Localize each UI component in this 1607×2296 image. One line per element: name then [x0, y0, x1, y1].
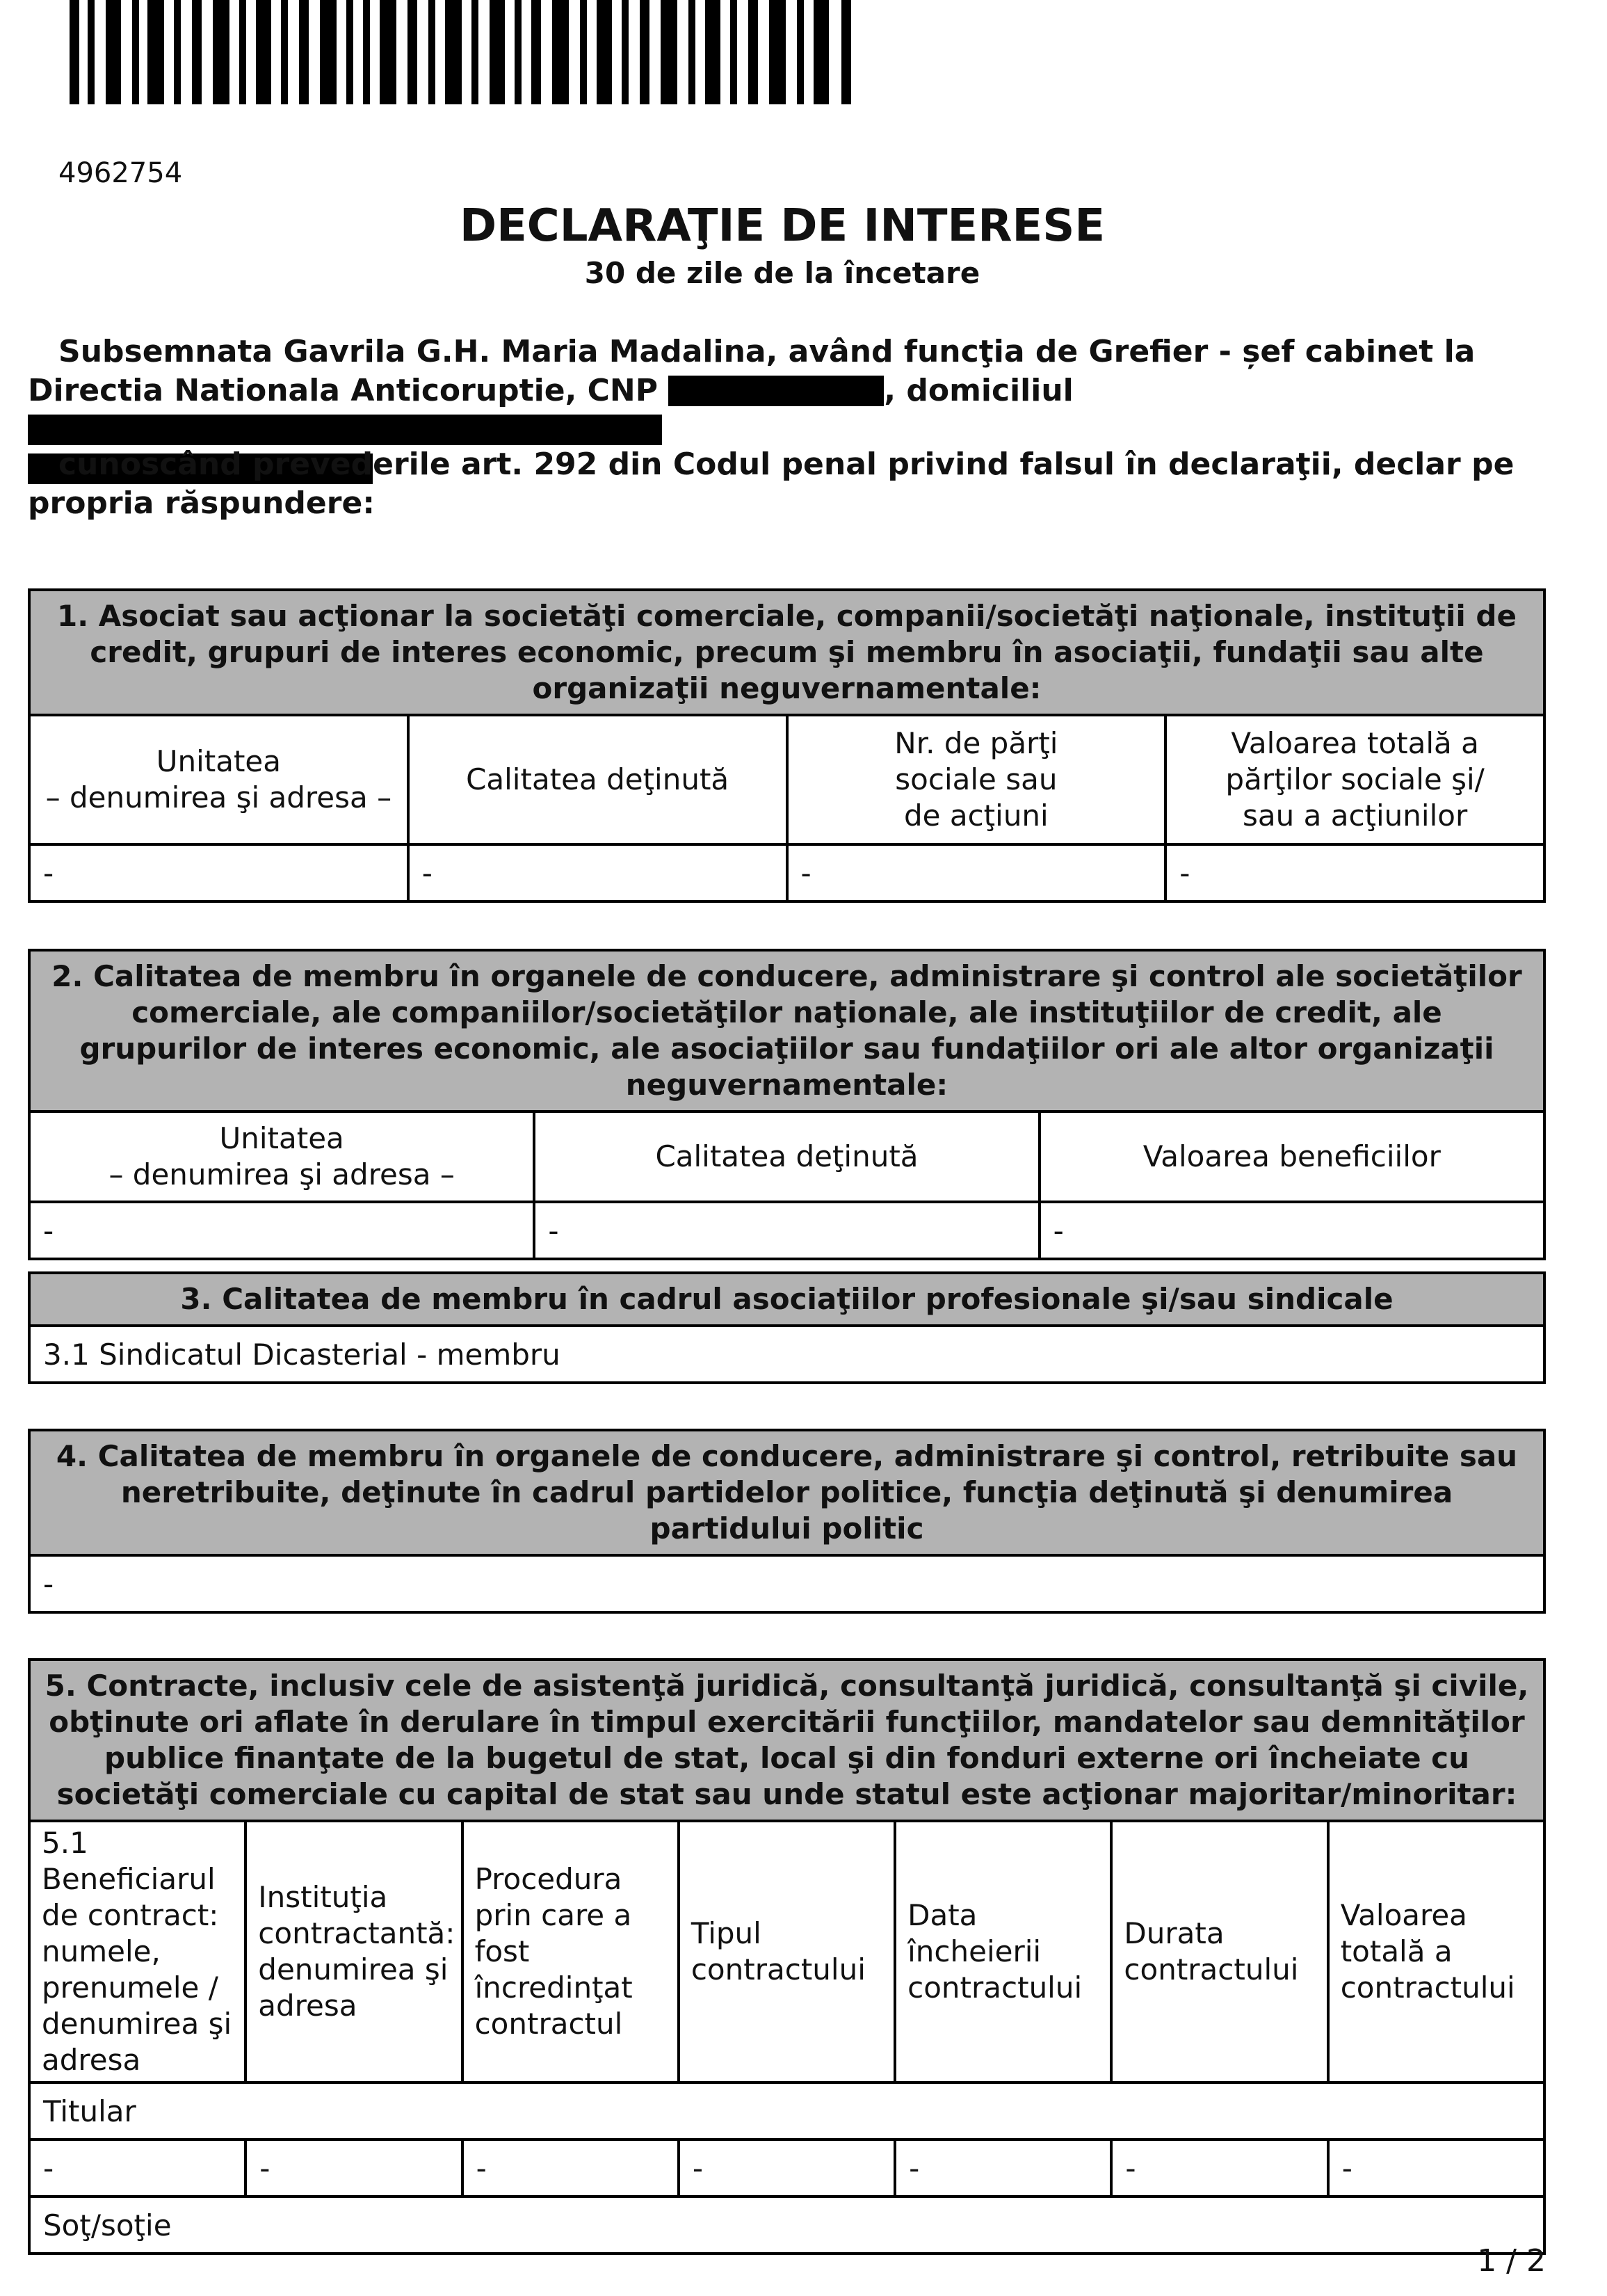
s5-header-tipul: Tipul contractului [679, 1821, 895, 2082]
s5-header-procedura: Procedura prin care a fost încredinţat contractul [462, 1821, 679, 2082]
s5-cell: - [29, 2140, 245, 2197]
s5-header-durata: Durata contractului [1111, 1821, 1327, 2082]
section-3-title: 3. Calitatea de membru în cadrul asociaţiilor profesionale şi/sau sindicale [29, 1273, 1544, 1326]
domiciliu-label: , domiciliul [884, 373, 1074, 408]
s2-header-valoarea: Valoarea beneficiilor [1040, 1111, 1544, 1202]
section-5-title: 5. Contracte, inclusiv cele de asistenţă juridică, consultanţă juridică, consultanţă şi civile, obţinute ori aflate în derulare în timpul exercitării funcţiilor, mandatelor sau demnităţilor publice finanţate de la bugetul de stat, local şi din fonduri externe ori încheiate cu societăţi comerciale cu capital de stat sau unde statul este acţionar majoritar/minoritar: [29, 1660, 1544, 1821]
barcode-number: 4962754 [58, 157, 183, 189]
section-1-table [28, 588, 1546, 903]
section-1-title: 1. Asociat sau acţionar la societăţi comerciale, companii/societăţi naţionale, instituţii de credit, grupuri de interes economic, precum şi membru în asociaţii, fundaţii sau alte organizaţii neguvernamentale: [29, 590, 1544, 715]
s5-cell: - [895, 2140, 1111, 2197]
barcode [70, 0, 862, 104]
redacted-address [28, 415, 662, 445]
s1-cell: - [29, 844, 408, 901]
s2-cell: - [1040, 1202, 1544, 1259]
s5-cell: - [245, 2140, 462, 2197]
section-2-table [28, 949, 1546, 1260]
s1-header-valoarea: Valoarea totală a părţilor sociale şi/ sau a acţiunilor [1165, 715, 1544, 844]
section-3-table [28, 1271, 1546, 1384]
s2-header-calitatea: Calitatea deţinută [534, 1111, 1039, 1202]
s5-titular-label: Titular [29, 2082, 1544, 2140]
intro-text: Subsemnata Gavrila G.H. Maria Madalina, având funcţia de Grefier - șef cabinet la Directia Nationala Anticoruptie, CNP [28, 334, 1476, 408]
s2-cell: - [534, 1202, 1039, 1259]
s5-spouse-label: Soţ/soţie [29, 2197, 1544, 2254]
s5-cell: - [679, 2140, 895, 2197]
s1-cell: - [1165, 844, 1544, 901]
s5-header-valoarea: Valoarea totală a contractului [1328, 1821, 1544, 2082]
s5-cell: - [1328, 2140, 1544, 2197]
s5-cell: - [462, 2140, 679, 2197]
s1-header-unitatea: Unitatea – denumirea şi adresa – [29, 715, 408, 844]
s5-header-data: Data încheierii contractului [895, 1821, 1111, 2082]
s5-header-institutia: Instituţia contractantă: denumirea şi adresa [245, 1821, 462, 2082]
document-subtitle: 30 de zile de la încetare [584, 256, 980, 290]
s3-cell: 3.1 Sindicatul Dicasterial - membru [29, 1326, 1544, 1383]
redacted-cnp [668, 376, 884, 406]
section-4-table [28, 1429, 1546, 1614]
section-2-title: 2. Calitatea de membru în organele de conducere, administrare şi control ale societăţilor comerciale, ale companiilor/societăţilor naţionale, ale instituţiilor de credit, ale grupurilor de interes economic, ale asociaţiilor sau fundaţiilor ori ale altor organizaţii neguvernamentale: [29, 950, 1544, 1111]
s1-header-nr-parti: Nr. de părţi sociale sau de acţiuni [787, 715, 1166, 844]
document-title: DECLARAŢIE DE INTERESE [459, 200, 1106, 252]
s1-header-calitatea: Calitatea deţinută [408, 715, 787, 844]
intro-statement: cunoscând prevederile art. 292 din Codul penal privind falsul în declaraţii, declar pe propria răspundere: [28, 447, 1515, 521]
s1-cell: - [787, 844, 1166, 901]
s5-cell: - [1111, 2140, 1327, 2197]
s5-header-beneficiar: 5.1 Beneficiarul de contract: numele, prenumele / denumirea şi adresa [29, 1821, 245, 2082]
s2-header-unitatea: Unitatea – denumirea şi adresa – [29, 1111, 534, 1202]
section-5-table [28, 1658, 1546, 2255]
s4-cell: - [29, 1555, 1544, 1612]
section-4-title: 4. Calitatea de membru în organele de conducere, administrare şi control, retribuite sau neretribuite, deţinute în cadrul partidelor politice, funcţia deţinută şi denumirea partidului politic [29, 1430, 1544, 1555]
s2-cell: - [29, 1202, 534, 1259]
page-number: 1 / 2 [1477, 2243, 1546, 2279]
s1-cell: - [408, 844, 787, 901]
